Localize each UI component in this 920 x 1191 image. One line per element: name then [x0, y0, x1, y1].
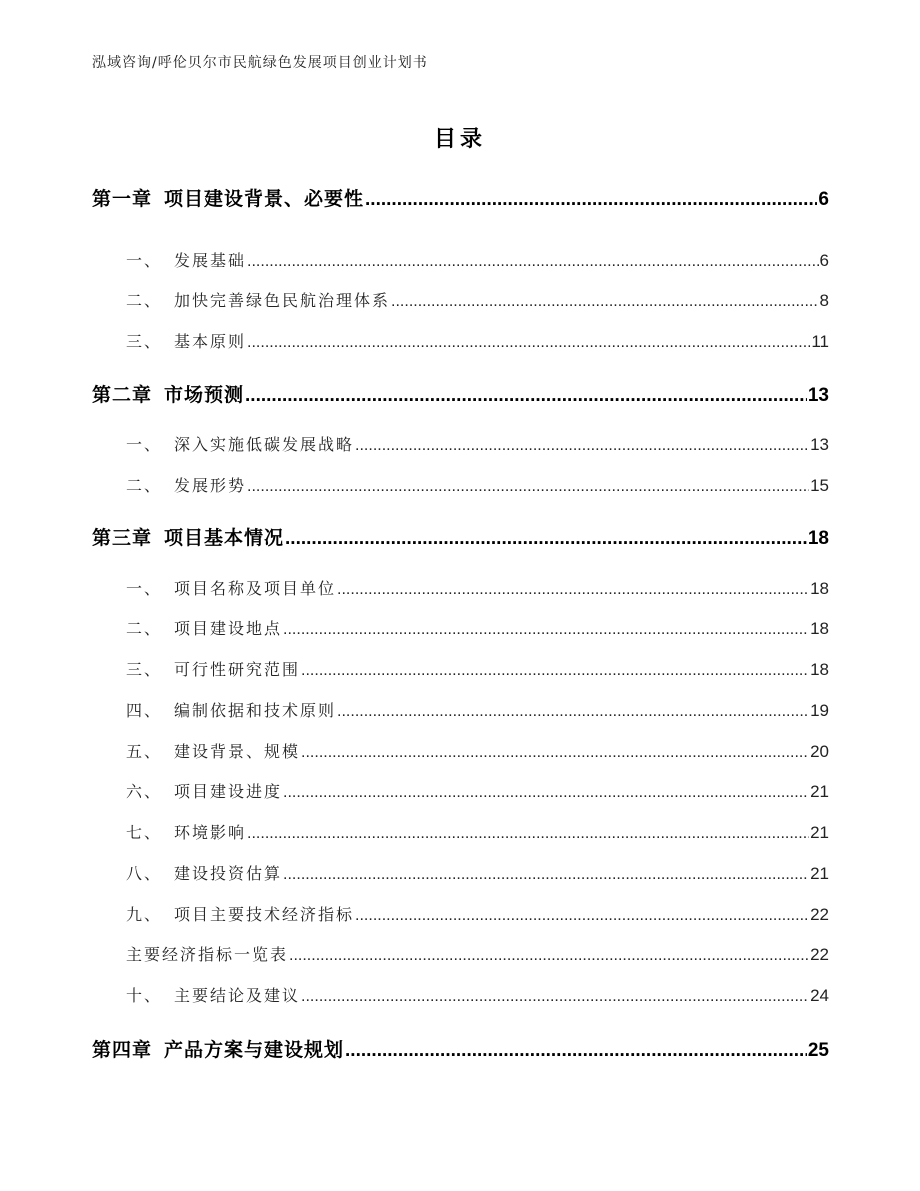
toc-entry-label: 建设投资估算	[174, 864, 283, 883]
toc-entry-number: 一、	[126, 435, 163, 454]
toc-entry-number: 第四章	[92, 1039, 153, 1061]
toc-entry-label: 项目名称及项目单位	[174, 579, 337, 598]
toc-entry-label: 加快完善绿色民航治理体系	[174, 291, 391, 310]
toc-entry-number: 八、	[126, 864, 163, 883]
dot-leader	[337, 703, 809, 721]
toc-entry-label: 可行性研究范围	[174, 660, 301, 679]
toc-page-number: 18	[810, 619, 829, 638]
dot-leader	[301, 662, 809, 680]
toc-section-entry[interactable]	[126, 432, 829, 455]
toc-entry-label: 项目基本情况	[164, 527, 285, 549]
toc-page-number: 24	[810, 986, 829, 1005]
toc-entry-label: 编制依据和技术原则	[174, 701, 337, 720]
dot-leader	[247, 478, 809, 496]
toc-entry-label: 市场预测	[164, 384, 245, 406]
dot-leader	[355, 437, 809, 455]
dot-leader	[301, 988, 809, 1006]
toc-entry-number: 十、	[126, 986, 163, 1005]
toc-page-number: 15	[810, 476, 829, 495]
toc-entry-label: 主要经济指标一览表	[126, 945, 289, 964]
toc-section-entry[interactable]	[126, 779, 829, 802]
toc-section-entry[interactable]	[126, 739, 829, 762]
toc-entry-number: 第一章	[92, 188, 153, 210]
toc-chapter-entry[interactable]	[92, 523, 829, 550]
toc-page-number: 21	[810, 823, 829, 842]
toc-entry-label: 发展基础	[174, 251, 247, 270]
toc-section-entry[interactable]	[126, 329, 829, 352]
dot-leader	[337, 581, 809, 599]
toc-entry-label: 项目建设背景、必要性	[164, 188, 365, 210]
toc-page-number: 22	[810, 905, 829, 924]
toc-entry-number: 第二章	[92, 384, 153, 406]
toc-entry-label: 发展形势	[174, 476, 247, 495]
toc-page-number: 20	[810, 742, 829, 761]
toc-section-entry[interactable]	[126, 902, 829, 925]
dot-leader	[283, 621, 809, 639]
toc-entry-number: 七、	[126, 823, 163, 842]
toc-page-number: 22	[810, 945, 829, 964]
toc-page-number: 6	[818, 189, 829, 210]
dot-leader	[283, 784, 809, 802]
toc-section-entry[interactable]	[126, 657, 829, 680]
dot-leader	[355, 907, 809, 925]
dot-leader	[247, 825, 809, 843]
dot-leader	[301, 744, 809, 762]
toc-entry-number: 二、	[126, 619, 163, 638]
toc-page-number: 13	[807, 385, 829, 406]
toc-section-entry[interactable]	[126, 576, 829, 599]
dot-leader	[345, 1040, 807, 1062]
toc-entry-number: 六、	[126, 782, 163, 801]
toc-section-entry[interactable]	[126, 288, 829, 311]
toc-entry-number: 一、	[126, 579, 163, 598]
toc-section-entry[interactable]	[126, 616, 829, 639]
toc-page-number: 21	[810, 782, 829, 801]
toc-section-entry[interactable]	[126, 861, 829, 884]
running-header: 泓域咨询/呼伦贝尔市民航绿色发展项目创业计划书	[92, 55, 428, 71]
toc-page-number: 25	[807, 1040, 829, 1061]
toc-entry-label: 产品方案与建设规划	[164, 1039, 345, 1061]
dot-leader	[365, 189, 817, 211]
toc-entry-number: 九、	[126, 905, 163, 924]
dot-leader	[289, 947, 809, 965]
toc-entry-label: 环境影响	[174, 823, 247, 842]
toc-entry-number: 二、	[126, 476, 163, 495]
toc-page-number: 21	[810, 864, 829, 883]
toc-entry-label: 建设背景、规模	[174, 742, 301, 761]
toc-page-number: 18	[810, 579, 829, 598]
toc-page-number: 18	[807, 528, 829, 549]
toc-entry-label: 深入实施低碳发展战略	[174, 435, 355, 454]
toc-entry-label: 项目建设地点	[174, 619, 283, 638]
dot-leader	[245, 385, 807, 407]
dot-leader	[247, 253, 819, 271]
toc-section-entry[interactable]	[126, 820, 829, 843]
dot-leader	[285, 528, 807, 550]
toc-title: 目录	[433, 127, 486, 152]
toc-section-entry[interactable]	[126, 698, 829, 721]
toc-entry-number: 五、	[126, 742, 163, 761]
dot-leader	[247, 334, 810, 352]
toc-page-number: 6	[819, 251, 829, 270]
toc-section-entry[interactable]	[126, 473, 829, 496]
toc-page-number: 18	[810, 660, 829, 679]
toc-page-number: 8	[819, 291, 829, 310]
toc-chapter-entry[interactable]	[92, 1035, 829, 1062]
toc-entry-label: 项目主要技术经济指标	[174, 905, 355, 924]
toc-entry-number: 一、	[126, 251, 163, 270]
toc-page-number: 13	[810, 435, 829, 454]
toc-page-number: 19	[810, 701, 829, 720]
toc-entry-number: 第三章	[92, 527, 153, 549]
dot-leader	[391, 293, 819, 311]
toc-entry-label: 主要结论及建议	[174, 986, 301, 1005]
toc-chapter-entry[interactable]	[92, 184, 829, 211]
dot-leader	[283, 866, 809, 884]
toc-section-entry[interactable]	[126, 942, 829, 965]
toc-entry-label: 基本原则	[174, 332, 247, 351]
toc-entry-number: 四、	[126, 701, 163, 720]
toc-entry-label: 项目建设进度	[174, 782, 283, 801]
toc-section-entry[interactable]	[126, 983, 829, 1006]
toc-section-entry[interactable]	[126, 248, 829, 271]
toc-chapter-entry[interactable]	[92, 380, 829, 407]
toc-entry-number: 三、	[126, 332, 163, 351]
toc-entry-number: 三、	[126, 660, 163, 679]
toc-page-number: 11	[811, 332, 829, 351]
toc-entry-number: 二、	[126, 291, 163, 310]
